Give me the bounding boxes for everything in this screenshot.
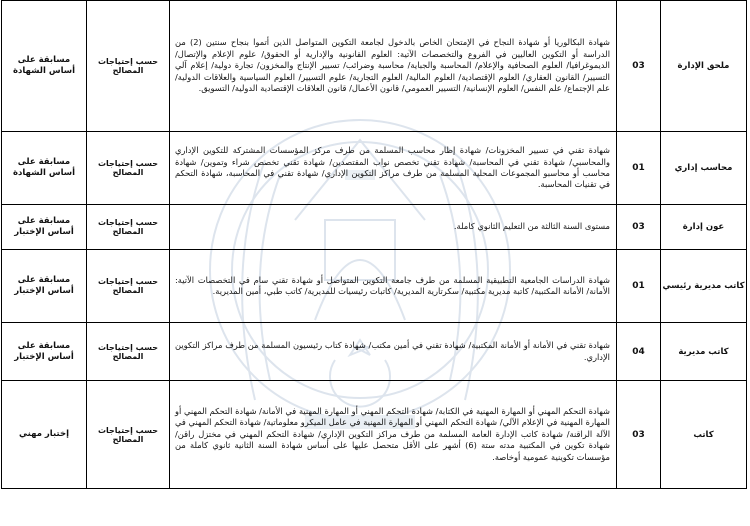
post-conditions: شهادة تقني في الأمانة أو الأمانة المكتبية/ شهادة تقني في أمين مكتب/ شهادة كتاب رئيسيون المسلمة من طرف مراكز التكوين الإداري.: [170, 323, 617, 381]
post-need: حسب إحتياجات المصالح: [87, 323, 170, 381]
post-count: 01: [617, 250, 661, 323]
post-need: حسب إحتياجات المصالح: [87, 1, 170, 132]
post-count: 01: [617, 132, 661, 205]
recruitment-mode: مسابقة على أساس الإختبار: [2, 323, 87, 381]
post-conditions: مستوى السنة الثالثة من التعليم الثانوي كاملة.: [170, 205, 617, 250]
recruitment-table: [1, 0, 747, 489]
post-count: 04: [617, 323, 661, 381]
table-row: [2, 323, 747, 381]
post-need: حسب إحتياجات المصالح: [87, 250, 170, 323]
post-need: حسب إحتياجات المصالح: [87, 132, 170, 205]
post-title: ملحق الإدارة: [661, 1, 747, 132]
post-count: 03: [617, 1, 661, 132]
post-conditions: شهادة الدراسات الجامعية التطبيقية المسلمة من طرف جامعة التكوين المتواصل أو شهادة تقني سام في التخصصات الآتية: الأمانة/ الأمانة المكتبية/ كاتبة مديرية مكتبية/ سكرتارية المديرية/ كاتبات رئيسيات للمديرية/ كاتب طبي، أمين المديرية.: [170, 250, 617, 323]
recruitment-mode: مسابقة على أساس الشهادة: [2, 1, 87, 132]
recruitment-mode: مسابقة على أساس الإختبار: [2, 250, 87, 323]
post-title: محاسب إداري: [661, 132, 747, 205]
table-row: [2, 1, 747, 132]
table-row: [2, 250, 747, 323]
post-title: كاتب: [661, 381, 747, 489]
post-need: حسب إحتياجات المصالح: [87, 205, 170, 250]
post-conditions: شهادة تقني في تسيير المخزونات/ شهادة إطار محاسب المسلمة من طرف مركز المؤسسات المشتركة للتكوين الإداري والمحاسبي/ شهادة تقني في المحاسبة/ شهادة تقني تخصص نواب المقتصدين/ شهادة تقني تخصص شراء وتموين/ شهادة محاسب أو محاسبو المجموعات المحلية المسلمة من طرف مراكز التكوين الإداري/ شهادة تقني في المحاسبة، شهادة التحكم في تقنيات المحاسبة.: [170, 132, 617, 205]
post-count: 03: [617, 381, 661, 489]
post-title: كاتب مديرية رئيسي: [661, 250, 747, 323]
post-need: حسب إحتياجات المصالح: [87, 381, 170, 489]
table-row: [2, 381, 747, 489]
recruitment-mode: مسابقة على أساس الشهادة: [2, 132, 87, 205]
table-row: [2, 132, 747, 205]
post-conditions: شهادة التحكم المهني أو المهارة المهنية في الكتابة/ شهادة التحكم المهني أو المهارة المهنية في الأمانة/ شهادة التحكم المهني أو المهارة المهنية في الإعلام الآلي/ شهادة التحكم المهني أو المهارة المهنية في عامل الميكرو معلوماتية/ شهادة التحكم المهني في الآلة الراقنة/ شهادة كاتب الإدارة العامة المسلمة من طرف مراكز التكوين الإداري/ شهادة التحكم المهني في مختزل راقن/ شهادة تكوين في المكتبية مدته ستة (6) أشهر على الأقل متحصل عليها على أساس شهادة السنة الثانية ثانوي كاملة من مؤسسات تكوينية عمومية أوخاصة.: [170, 381, 617, 489]
table-row: [2, 205, 747, 250]
post-conditions: شهادة البكالوريا أو شهادة النجاح في الإمتحان الخاص بالدخول لجامعة التكوين المتواصل الذين أتموا بنجاح سنتين (2) من الدراسة أو التكوين العاليين في الفروع والتخصصات الآتية: العلوم القانونية والإدارية أو الحقوق/ علوم الإعلام والإتصال/ الديموغرافيا/ العلوم الصحافية والإعلام/ المحاسبة والجباية/ محاسبة وضرائب/ تسيير الإنتاج والمخزون/ تجارة دولية/ إعلام آلي التسيير/ القانون العقاري/ العلوم الإقتصادية/ العلوم المالية/ العلوم التجارية/ علوم التسيير/ العلوم السياسية والعلاقات الدولية/ علم الإجتماع/ علم النفس/ العلوم الإنسانية/ التسيير العمومي/ قانون الأعمال/ قانون العلاقات الإقتصادية الدولية/ التسويق.: [170, 1, 617, 132]
recruitment-mode: مسابقة على أساس الإختبار: [2, 205, 87, 250]
recruitment-mode: إختبار مهني: [2, 381, 87, 489]
post-count: 03: [617, 205, 661, 250]
post-title: عون إدارة: [661, 205, 747, 250]
post-title: كاتب مديرية: [661, 323, 747, 381]
